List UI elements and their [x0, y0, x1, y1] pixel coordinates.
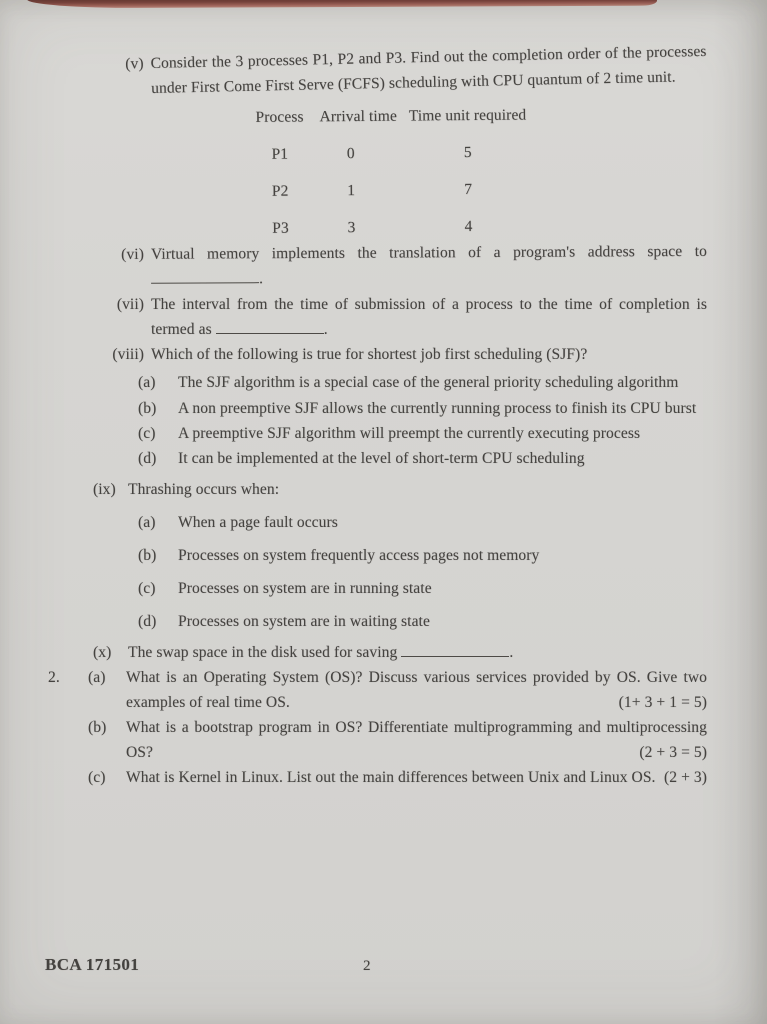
option-label: (c) — [138, 425, 156, 442]
question-number-x: (x) — [93, 644, 112, 661]
question-text-part: The swap space in the disk used for saving — [128, 644, 398, 661]
question-number-viii: (viii) — [112, 346, 144, 363]
part-text-content: What is a bootstrap program in OS? Differentiate multiprogramming and multiprocessing OS? — [126, 719, 707, 761]
question-item-vi — [103, 239, 707, 292]
process-table — [239, 100, 767, 241]
marks-badge: (2 + 3) — [663, 769, 707, 786]
table-cell-p1: P1 — [271, 145, 289, 163]
question-text-vi — [151, 239, 707, 292]
blank-line — [401, 641, 509, 658]
part-text-content: What is Kernel in Linux. List out the main differences between Unix and Linux OS. — [126, 769, 656, 786]
question-2-part-a — [48, 665, 707, 715]
blank-line — [216, 318, 324, 335]
question-text-ix: Thrashing occurs when: — [128, 481, 280, 498]
question-number-ix: (ix) — [93, 481, 116, 498]
question-number-vi: (vi) — [121, 245, 144, 263]
option-label: (b) — [138, 400, 157, 417]
option-text: When a page fault occurs — [178, 514, 338, 531]
blank-line — [151, 267, 259, 284]
option-label: (b) — [138, 547, 157, 564]
question-number-v: (v) — [125, 55, 144, 73]
table-cell-p3: P3 — [272, 219, 289, 237]
option-viii-c — [138, 421, 707, 446]
question-text-vii — [151, 292, 707, 342]
question-text-part: Virtual memory implements the translation of a program's address space to — [150, 242, 707, 263]
question-item-vii — [103, 292, 707, 342]
question-2-number-spacer — [48, 765, 88, 790]
option-label: (d) — [138, 450, 157, 467]
question-item-ix — [93, 477, 707, 502]
page-footer — [0, 952, 767, 982]
question-2-part-c — [48, 765, 707, 790]
option-ix-a — [138, 510, 707, 535]
part-text-content: What is an Operating System (OS)? Discuss various services provided by OS. Give two examples of real time OS. — [126, 669, 707, 711]
part-text — [126, 765, 707, 790]
question-text-tail: . — [259, 270, 264, 288]
marks-badge: (2 + 3 = 5) — [639, 744, 707, 761]
part-label: (b) — [88, 719, 107, 736]
question-text-tail: . — [509, 644, 514, 661]
question-item-v — [102, 39, 707, 102]
option-text: Processes on system are in running state — [178, 580, 432, 597]
table-cell-p2-burst: 7 — [464, 180, 473, 199]
option-text: The SJF algorithm is a special case of the general priority scheduling algorithm — [178, 374, 679, 391]
table-cell-p2: P2 — [271, 182, 289, 200]
option-text: A non preemptive SJF allows the currently running process to finish its CPU burst — [178, 400, 697, 417]
marks-badge: (1+ 3 + 1 = 5) — [618, 694, 707, 711]
question-2-number-spacer — [48, 715, 88, 765]
table-header-arrival-time: Arrival time — [319, 107, 397, 126]
question-item-x — [93, 640, 707, 665]
question-2-part-b — [48, 715, 707, 765]
question-text-part: The interval from the time of submission of a process to the time of completion is termed as — [151, 296, 707, 338]
part-text — [126, 715, 707, 765]
question-text-viii: Which of the following is true for shortest job first scheduling (SJF)? — [151, 346, 588, 363]
table-header-process: Process — [255, 108, 304, 126]
table-cell-p1-arrival: 0 — [346, 144, 355, 163]
table-header-time-unit-required: Time unit required — [408, 106, 527, 125]
option-text: It can be implemented at the level of short-term CPU scheduling — [178, 450, 585, 467]
paper-code: BCA 171501 — [45, 955, 140, 974]
option-label: (c) — [138, 580, 156, 597]
question-text-v: Consider the 3 processes P1, P2 and P3. Find out the completion order of the processes under First Come First Serve (FCFS) scheduling with CPU quantum of 2 time unit. — [150, 42, 707, 97]
part-label: (c) — [88, 769, 106, 786]
option-ix-c — [138, 576, 707, 601]
option-viii-a — [138, 370, 707, 395]
part-label: (a) — [88, 669, 106, 686]
table-cell-p3-burst: 4 — [464, 217, 473, 236]
option-label: (d) — [138, 613, 157, 630]
option-label: (a) — [138, 374, 156, 391]
page-number: 2 — [363, 958, 371, 974]
question-number-vii: (vii) — [116, 296, 144, 313]
option-viii-b — [138, 396, 707, 421]
option-text: Processes on system frequently access pages not memory — [178, 547, 540, 564]
option-text: Processes on system are in waiting state — [178, 613, 430, 630]
option-ix-d — [138, 609, 707, 634]
question-text-x — [128, 640, 707, 665]
question-item-viii — [103, 342, 707, 367]
option-ix-b — [138, 543, 707, 568]
part-text — [126, 665, 707, 715]
option-label: (a) — [138, 514, 156, 531]
question-text-tail: . — [323, 321, 328, 338]
option-text: A preemptive SJF algorithm will preempt the currently executing process — [178, 425, 641, 442]
table-cell-p1-burst: 5 — [463, 143, 472, 162]
table-cell-p3-arrival: 3 — [347, 218, 356, 237]
option-viii-d — [138, 446, 707, 471]
question-2-number: 2. — [48, 669, 60, 686]
table-cell-p2-arrival: 1 — [347, 181, 356, 200]
